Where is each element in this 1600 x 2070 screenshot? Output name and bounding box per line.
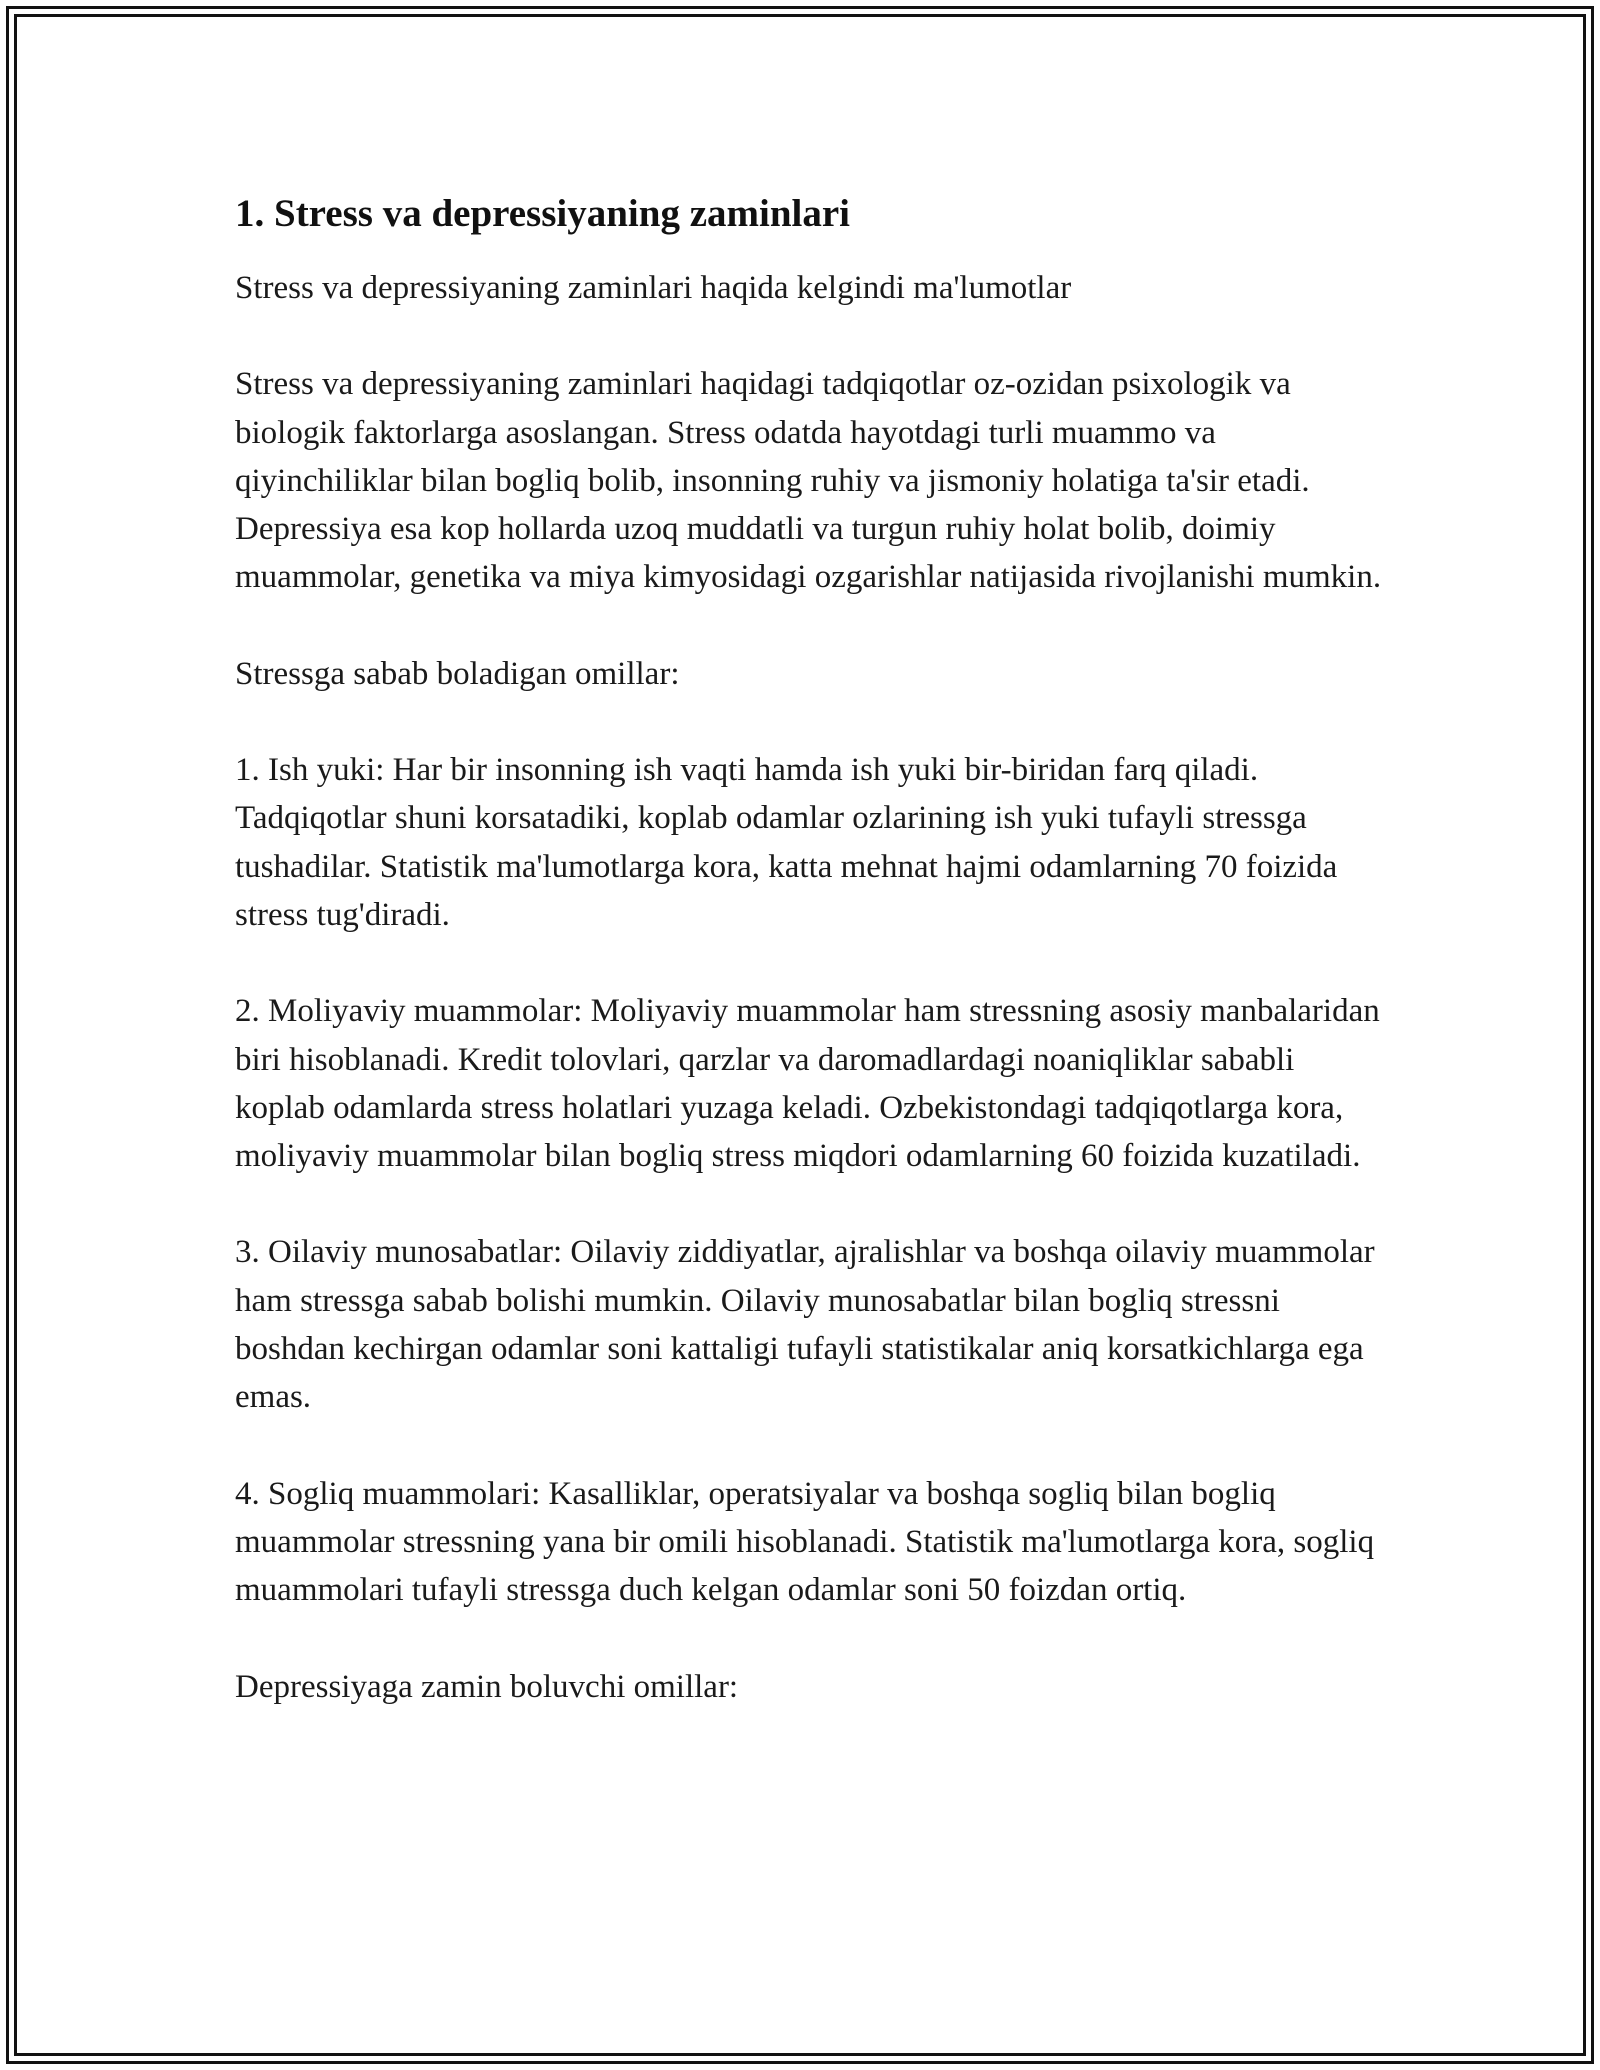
depression-factors-label: Depressiyaga zamin boluvchi omillar: bbox=[235, 1668, 739, 1705]
factor-family-paragraph: 3. Oilaviy munosabatlar: Oilaviy ziddiyatlar, ajralishlar va boshqa oilaviy muammolar ham stressga sabab bolishi mumkin. Oilaviy munosabatlar bilan bogliq stressni boshdan kechirgan odamlar soni kattaligi tufayli statistikalar aniq korsatkichlarga ega emas. bbox=[235, 1234, 1375, 1416]
factor-workload-paragraph: 1. Ish yuki: Har bir insonning ish vaqti hamda ish yuki bir-biridan farq qiladi. Tadqiqotlar shuni korsatadiki, koplab odamlar ozlarining ish yuki tufayli stressga tushadilar. Statistik ma'lumotlarga kora, katta mehnat hajmi odamlarning 70 foizida stress tug'diradi. bbox=[235, 752, 1338, 933]
stress-factors-label: Stressga sabab boladigan omillar: bbox=[235, 655, 680, 692]
intro-paragraph: Stress va depressiyaning zaminlari haqida kelgindi ma'lumotlar bbox=[235, 270, 1072, 306]
section-heading: 1. Stress va depressiyaning zaminlari bbox=[235, 192, 851, 235]
factor-financial-paragraph: 2. Moliyaviy muammolar: Moliyaviy muammolar ham stressning asosiy manbalaridan biri hisoblanadi. Kredit tolovlari, qarzlar va daromadlardagi noaniqliklar sababli koplab odamlarda stress holatlari yuzaga keladi. Ozbekistondagi tadqiqotlarga kora, moliyaviy muammolar bilan bogliq stress miqdori odamlarning 60 foizida kuzatiladi. bbox=[235, 993, 1380, 1175]
factor-health-paragraph: 4. Sogliq muammolari: Kasalliklar, operatsiyalar va boshqa sogliq bilan bogliq muammolar stressning yana bir omili hisoblanadi. Statistik ma'lumotlarga kora, sogliq muammolari tufayli stressga duch kelgan odamlar soni 50 foizdan ortiq. bbox=[235, 1475, 1375, 1609]
document-body bbox=[235, 188, 1385, 1759]
background-paragraph: Stress va depressiyaning zaminlari haqidagi tadqiqotlar oz-ozidan psixologik va biologik faktorlarga asoslangan. Stress odatda hayotdagi turli muammo va qiyinchiliklar bilan bogliq bolib, insonning ruhiy va jismoniy holatiga ta'sir etadi. Depressiya esa kop hollarda uzoq muddatli va turgun ruhiy holat bolib, doimiy muammolar, genetika va miya kimyosidagi ozgarishlar natijasida rivojlanishi mumkin. bbox=[235, 366, 1382, 596]
